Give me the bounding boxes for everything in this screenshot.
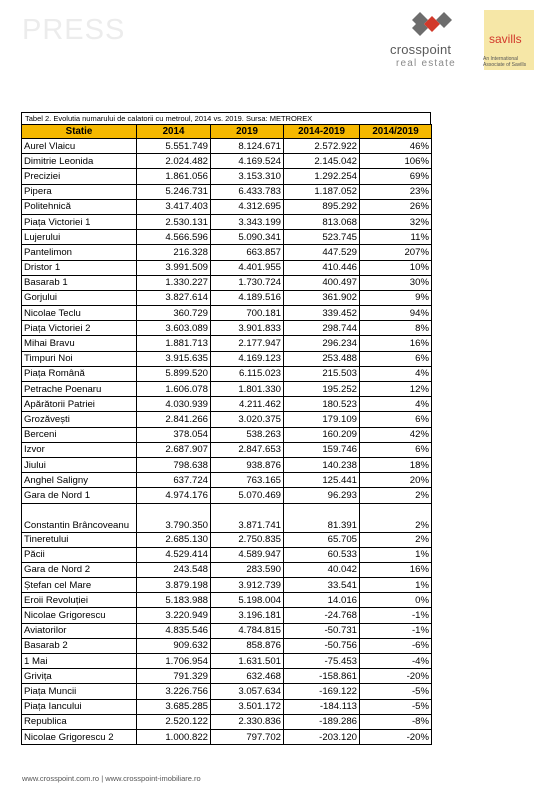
table-row bbox=[22, 699, 432, 714]
value-cell: 159.746 bbox=[284, 442, 360, 457]
value-cell: 5.070.469 bbox=[211, 488, 284, 503]
value-cell: 6% bbox=[360, 412, 432, 427]
value-cell: 4.312.695 bbox=[211, 199, 284, 214]
station-name-cell: Republica bbox=[22, 714, 137, 729]
station-name-cell: Aviatorilor bbox=[22, 623, 137, 638]
value-cell: 4.169.524 bbox=[211, 154, 284, 169]
value-cell: 4.784.815 bbox=[211, 623, 284, 638]
value-cell: 81.391 bbox=[284, 503, 360, 532]
value-cell: 140.238 bbox=[284, 457, 360, 472]
value-cell: 215.503 bbox=[284, 366, 360, 381]
value-cell: 4.401.955 bbox=[211, 260, 284, 275]
value-cell: 1% bbox=[360, 578, 432, 593]
value-cell: 361.902 bbox=[284, 290, 360, 305]
value-cell: 3.991.509 bbox=[137, 260, 211, 275]
value-cell: -189.286 bbox=[284, 714, 360, 729]
value-cell: 3.417.403 bbox=[137, 199, 211, 214]
value-cell: 700.181 bbox=[211, 306, 284, 321]
crosspoint-name: crosspoint bbox=[390, 42, 452, 57]
value-cell: 65.705 bbox=[284, 532, 360, 547]
value-cell: 2.530.131 bbox=[137, 214, 211, 229]
station-name-cell: Anghel Saligny bbox=[22, 473, 137, 488]
value-cell: 2.177.947 bbox=[211, 336, 284, 351]
station-name-cell: Tineretului bbox=[22, 532, 137, 547]
station-name-cell: Piața Victoriei 1 bbox=[22, 214, 137, 229]
value-cell: 339.452 bbox=[284, 306, 360, 321]
value-cell: 160.209 bbox=[284, 427, 360, 442]
value-cell: 410.446 bbox=[284, 260, 360, 275]
table-header-row bbox=[22, 125, 432, 139]
value-cell: 909.632 bbox=[137, 638, 211, 653]
value-cell: 9% bbox=[360, 290, 432, 305]
value-cell: 4.169.123 bbox=[211, 351, 284, 366]
value-cell: -5% bbox=[360, 699, 432, 714]
table-row bbox=[22, 230, 432, 245]
table-row bbox=[22, 427, 432, 442]
value-cell: 296.234 bbox=[284, 336, 360, 351]
value-cell: 3.226.756 bbox=[137, 684, 211, 699]
value-cell: 3.827.614 bbox=[137, 290, 211, 305]
value-cell: 16% bbox=[360, 562, 432, 577]
value-cell: 3.879.198 bbox=[137, 578, 211, 593]
value-cell: 5.183.988 bbox=[137, 593, 211, 608]
value-cell: -184.113 bbox=[284, 699, 360, 714]
value-cell: 1.330.227 bbox=[137, 275, 211, 290]
table-row bbox=[22, 397, 432, 412]
value-cell: 96.293 bbox=[284, 488, 360, 503]
value-cell: 3.915.635 bbox=[137, 351, 211, 366]
value-cell: 16% bbox=[360, 336, 432, 351]
value-cell: 663.857 bbox=[211, 245, 284, 260]
value-cell: 4.589.947 bbox=[211, 547, 284, 562]
value-cell: 1.881.713 bbox=[137, 336, 211, 351]
table-row bbox=[22, 336, 432, 351]
value-cell: 3.343.199 bbox=[211, 214, 284, 229]
table-row bbox=[22, 260, 432, 275]
value-cell: -169.122 bbox=[284, 684, 360, 699]
value-cell: 33.541 bbox=[284, 578, 360, 593]
station-name-cell: Mihai Bravu bbox=[22, 336, 137, 351]
station-name-cell: Apărătorii Patriei bbox=[22, 397, 137, 412]
value-cell: 791.329 bbox=[137, 669, 211, 684]
value-cell: 2.685.130 bbox=[137, 532, 211, 547]
value-cell: -20% bbox=[360, 669, 432, 684]
station-name-cell: Păcii bbox=[22, 547, 137, 562]
value-cell: 125.441 bbox=[284, 473, 360, 488]
value-cell: 2.841.266 bbox=[137, 412, 211, 427]
table-row bbox=[22, 154, 432, 169]
value-cell: 6.115.023 bbox=[211, 366, 284, 381]
station-name-cell: Basarab 1 bbox=[22, 275, 137, 290]
value-cell: 5.198.004 bbox=[211, 593, 284, 608]
station-name-cell: Preciziei bbox=[22, 169, 137, 184]
value-cell: 4.835.546 bbox=[137, 623, 211, 638]
value-cell: 195.252 bbox=[284, 382, 360, 397]
savills-tagline: An International Associate of Savills bbox=[483, 56, 527, 68]
value-cell: 69% bbox=[360, 169, 432, 184]
value-cell: 3.501.172 bbox=[211, 699, 284, 714]
value-cell: 2% bbox=[360, 532, 432, 547]
column-header: 2014 bbox=[137, 125, 211, 139]
table-row bbox=[22, 532, 432, 547]
value-cell: 2.687.907 bbox=[137, 442, 211, 457]
value-cell: 538.263 bbox=[211, 427, 284, 442]
value-cell: 298.744 bbox=[284, 321, 360, 336]
savills-name: savills bbox=[489, 32, 522, 46]
table-row bbox=[22, 351, 432, 366]
value-cell: 46% bbox=[360, 139, 432, 154]
table-row bbox=[22, 593, 432, 608]
table-row bbox=[22, 457, 432, 472]
value-cell: 1.801.330 bbox=[211, 382, 284, 397]
station-name-cell: Aurel Vlaicu bbox=[22, 139, 137, 154]
value-cell: 3.901.833 bbox=[211, 321, 284, 336]
value-cell: 5.899.520 bbox=[137, 366, 211, 381]
table-row bbox=[22, 199, 432, 214]
value-cell: 180.523 bbox=[284, 397, 360, 412]
table-row bbox=[22, 275, 432, 290]
value-cell: 4.030.939 bbox=[137, 397, 211, 412]
value-cell: 216.328 bbox=[137, 245, 211, 260]
station-name-cell: Nicolae Grigorescu 2 bbox=[22, 729, 137, 744]
data-table-container bbox=[21, 112, 431, 745]
value-cell: -203.120 bbox=[284, 729, 360, 744]
value-cell: 3.912.739 bbox=[211, 578, 284, 593]
table-row bbox=[22, 488, 432, 503]
station-name-cell: 1 Mai bbox=[22, 654, 137, 669]
table-row bbox=[22, 290, 432, 305]
value-cell: 447.529 bbox=[284, 245, 360, 260]
value-cell: -8% bbox=[360, 714, 432, 729]
value-cell: 4.189.516 bbox=[211, 290, 284, 305]
value-cell: 3.153.310 bbox=[211, 169, 284, 184]
value-cell: -50.731 bbox=[284, 623, 360, 638]
value-cell: 632.468 bbox=[211, 669, 284, 684]
station-name-cell: Petrache Poenaru bbox=[22, 382, 137, 397]
table-row bbox=[22, 366, 432, 381]
station-name-cell: Nicolae Teclu bbox=[22, 306, 137, 321]
value-cell: 2.145.042 bbox=[284, 154, 360, 169]
value-cell: 94% bbox=[360, 306, 432, 321]
value-cell: 637.724 bbox=[137, 473, 211, 488]
station-name-cell: Piața Muncii bbox=[22, 684, 137, 699]
value-cell: 5.246.731 bbox=[137, 184, 211, 199]
value-cell: 1.631.501 bbox=[211, 654, 284, 669]
value-cell: 1.000.822 bbox=[137, 729, 211, 744]
value-cell: 106% bbox=[360, 154, 432, 169]
value-cell: 6% bbox=[360, 351, 432, 366]
value-cell: 42% bbox=[360, 427, 432, 442]
value-cell: 3.220.949 bbox=[137, 608, 211, 623]
value-cell: -5% bbox=[360, 684, 432, 699]
value-cell: 26% bbox=[360, 199, 432, 214]
value-cell: 179.109 bbox=[284, 412, 360, 427]
value-cell: 4% bbox=[360, 366, 432, 381]
station-name-cell: Gorjului bbox=[22, 290, 137, 305]
table-row bbox=[22, 184, 432, 199]
value-cell: 243.548 bbox=[137, 562, 211, 577]
value-cell: 11% bbox=[360, 230, 432, 245]
value-cell: 4.211.462 bbox=[211, 397, 284, 412]
value-cell: 20% bbox=[360, 473, 432, 488]
station-name-cell: Grozăvești bbox=[22, 412, 137, 427]
value-cell: 5.090.341 bbox=[211, 230, 284, 245]
table-row bbox=[22, 578, 432, 593]
value-cell: 4.529.414 bbox=[137, 547, 211, 562]
value-cell: 3.020.375 bbox=[211, 412, 284, 427]
value-cell: -1% bbox=[360, 623, 432, 638]
table-row bbox=[22, 503, 432, 532]
value-cell: 400.497 bbox=[284, 275, 360, 290]
value-cell: 3.685.285 bbox=[137, 699, 211, 714]
table-row bbox=[22, 684, 432, 699]
table-row bbox=[22, 412, 432, 427]
column-header: Statie bbox=[22, 125, 137, 139]
value-cell: 10% bbox=[360, 260, 432, 275]
table-row bbox=[22, 623, 432, 638]
table-row bbox=[22, 382, 432, 397]
value-cell: 8% bbox=[360, 321, 432, 336]
value-cell: 1.187.052 bbox=[284, 184, 360, 199]
station-name-cell: Gara de Nord 1 bbox=[22, 488, 137, 503]
value-cell: 14.016 bbox=[284, 593, 360, 608]
value-cell: 8.124.671 bbox=[211, 139, 284, 154]
value-cell: 2% bbox=[360, 503, 432, 532]
value-cell: 2.572.922 bbox=[284, 139, 360, 154]
value-cell: 360.729 bbox=[137, 306, 211, 321]
table-row bbox=[22, 714, 432, 729]
station-name-cell: Pantelimon bbox=[22, 245, 137, 260]
table-row bbox=[22, 214, 432, 229]
ridership-table bbox=[21, 124, 432, 745]
value-cell: 0% bbox=[360, 593, 432, 608]
table-row bbox=[22, 608, 432, 623]
table-caption: Tabel 2. Evolutia numarului de calatorii cu metroul, 2014 vs. 2019. Sursa: METROREX bbox=[21, 112, 431, 124]
table-row bbox=[22, 473, 432, 488]
value-cell: 2.750.835 bbox=[211, 532, 284, 547]
table-row bbox=[22, 654, 432, 669]
station-name-cell: Politehnică bbox=[22, 199, 137, 214]
station-name-cell: Jiului bbox=[22, 457, 137, 472]
value-cell: 938.876 bbox=[211, 457, 284, 472]
value-cell: 763.165 bbox=[211, 473, 284, 488]
value-cell: -1% bbox=[360, 608, 432, 623]
value-cell: 2.330.836 bbox=[211, 714, 284, 729]
table-row bbox=[22, 139, 432, 154]
station-name-cell: Nicolae Grigorescu bbox=[22, 608, 137, 623]
value-cell: 1% bbox=[360, 547, 432, 562]
table-row bbox=[22, 306, 432, 321]
value-cell: 40.042 bbox=[284, 562, 360, 577]
crosspoint-subtitle: real estate bbox=[396, 58, 456, 69]
value-cell: 4% bbox=[360, 397, 432, 412]
value-cell: 4.974.176 bbox=[137, 488, 211, 503]
value-cell: 3.871.741 bbox=[211, 503, 284, 532]
value-cell: -6% bbox=[360, 638, 432, 653]
value-cell: 523.745 bbox=[284, 230, 360, 245]
value-cell: -20% bbox=[360, 729, 432, 744]
value-cell: 3.196.181 bbox=[211, 608, 284, 623]
value-cell: 6.433.783 bbox=[211, 184, 284, 199]
value-cell: 1.606.078 bbox=[137, 382, 211, 397]
value-cell: -50.756 bbox=[284, 638, 360, 653]
value-cell: 1.706.954 bbox=[137, 654, 211, 669]
table-row bbox=[22, 442, 432, 457]
value-cell: 5.551.749 bbox=[137, 139, 211, 154]
value-cell: 32% bbox=[360, 214, 432, 229]
station-name-cell: Lujerului bbox=[22, 230, 137, 245]
table-row bbox=[22, 547, 432, 562]
value-cell: 253.488 bbox=[284, 351, 360, 366]
value-cell: 2% bbox=[360, 488, 432, 503]
station-name-cell: Basarab 2 bbox=[22, 638, 137, 653]
value-cell: 18% bbox=[360, 457, 432, 472]
value-cell: 4.566.596 bbox=[137, 230, 211, 245]
value-cell: 3.603.089 bbox=[137, 321, 211, 336]
value-cell: 6% bbox=[360, 442, 432, 457]
station-name-cell: Timpuri Noi bbox=[22, 351, 137, 366]
value-cell: 2.520.122 bbox=[137, 714, 211, 729]
value-cell: 2.024.482 bbox=[137, 154, 211, 169]
value-cell: 3.057.634 bbox=[211, 684, 284, 699]
station-name-cell: Constantin Brâncoveanu bbox=[22, 503, 137, 532]
station-name-cell: Grivița bbox=[22, 669, 137, 684]
value-cell: -24.768 bbox=[284, 608, 360, 623]
station-name-cell: Gara de Nord 2 bbox=[22, 562, 137, 577]
value-cell: 207% bbox=[360, 245, 432, 260]
value-cell: 797.702 bbox=[211, 729, 284, 744]
value-cell: 23% bbox=[360, 184, 432, 199]
table-row bbox=[22, 729, 432, 744]
table-row bbox=[22, 638, 432, 653]
value-cell: 283.590 bbox=[211, 562, 284, 577]
value-cell: -4% bbox=[360, 654, 432, 669]
column-header: 2014-2019 bbox=[284, 125, 360, 139]
value-cell: 1.730.724 bbox=[211, 275, 284, 290]
table-row bbox=[22, 321, 432, 336]
table-row bbox=[22, 562, 432, 577]
station-name-cell: Piața Iancului bbox=[22, 699, 137, 714]
value-cell: 60.533 bbox=[284, 547, 360, 562]
value-cell: 798.638 bbox=[137, 457, 211, 472]
value-cell: 12% bbox=[360, 382, 432, 397]
station-name-cell: Berceni bbox=[22, 427, 137, 442]
station-name-cell: Dimitrie Leonida bbox=[22, 154, 137, 169]
value-cell: 858.876 bbox=[211, 638, 284, 653]
column-header: 2019 bbox=[211, 125, 284, 139]
table-row bbox=[22, 245, 432, 260]
station-name-cell: Eroii Revoluției bbox=[22, 593, 137, 608]
value-cell: 813.068 bbox=[284, 214, 360, 229]
value-cell: -158.861 bbox=[284, 669, 360, 684]
value-cell: 1.861.056 bbox=[137, 169, 211, 184]
station-name-cell: Dristor 1 bbox=[22, 260, 137, 275]
station-name-cell: Izvor bbox=[22, 442, 137, 457]
station-name-cell: Ștefan cel Mare bbox=[22, 578, 137, 593]
table-row bbox=[22, 169, 432, 184]
value-cell: 30% bbox=[360, 275, 432, 290]
footer-links: www.crosspoint.com.ro | www.crosspoint-imobiliare.ro bbox=[22, 774, 201, 783]
value-cell: 2.847.653 bbox=[211, 442, 284, 457]
station-name-cell: Piața Română bbox=[22, 366, 137, 381]
value-cell: 378.054 bbox=[137, 427, 211, 442]
press-watermark: PRESS bbox=[22, 14, 126, 46]
table-body bbox=[22, 139, 432, 745]
station-name-cell: Piața Victoriei 2 bbox=[22, 321, 137, 336]
column-header: 2014/2019 bbox=[360, 125, 432, 139]
value-cell: 1.292.254 bbox=[284, 169, 360, 184]
value-cell: 895.292 bbox=[284, 199, 360, 214]
station-name-cell: Pipera bbox=[22, 184, 137, 199]
table-row bbox=[22, 669, 432, 684]
value-cell: 3.790.350 bbox=[137, 503, 211, 532]
value-cell: -75.453 bbox=[284, 654, 360, 669]
